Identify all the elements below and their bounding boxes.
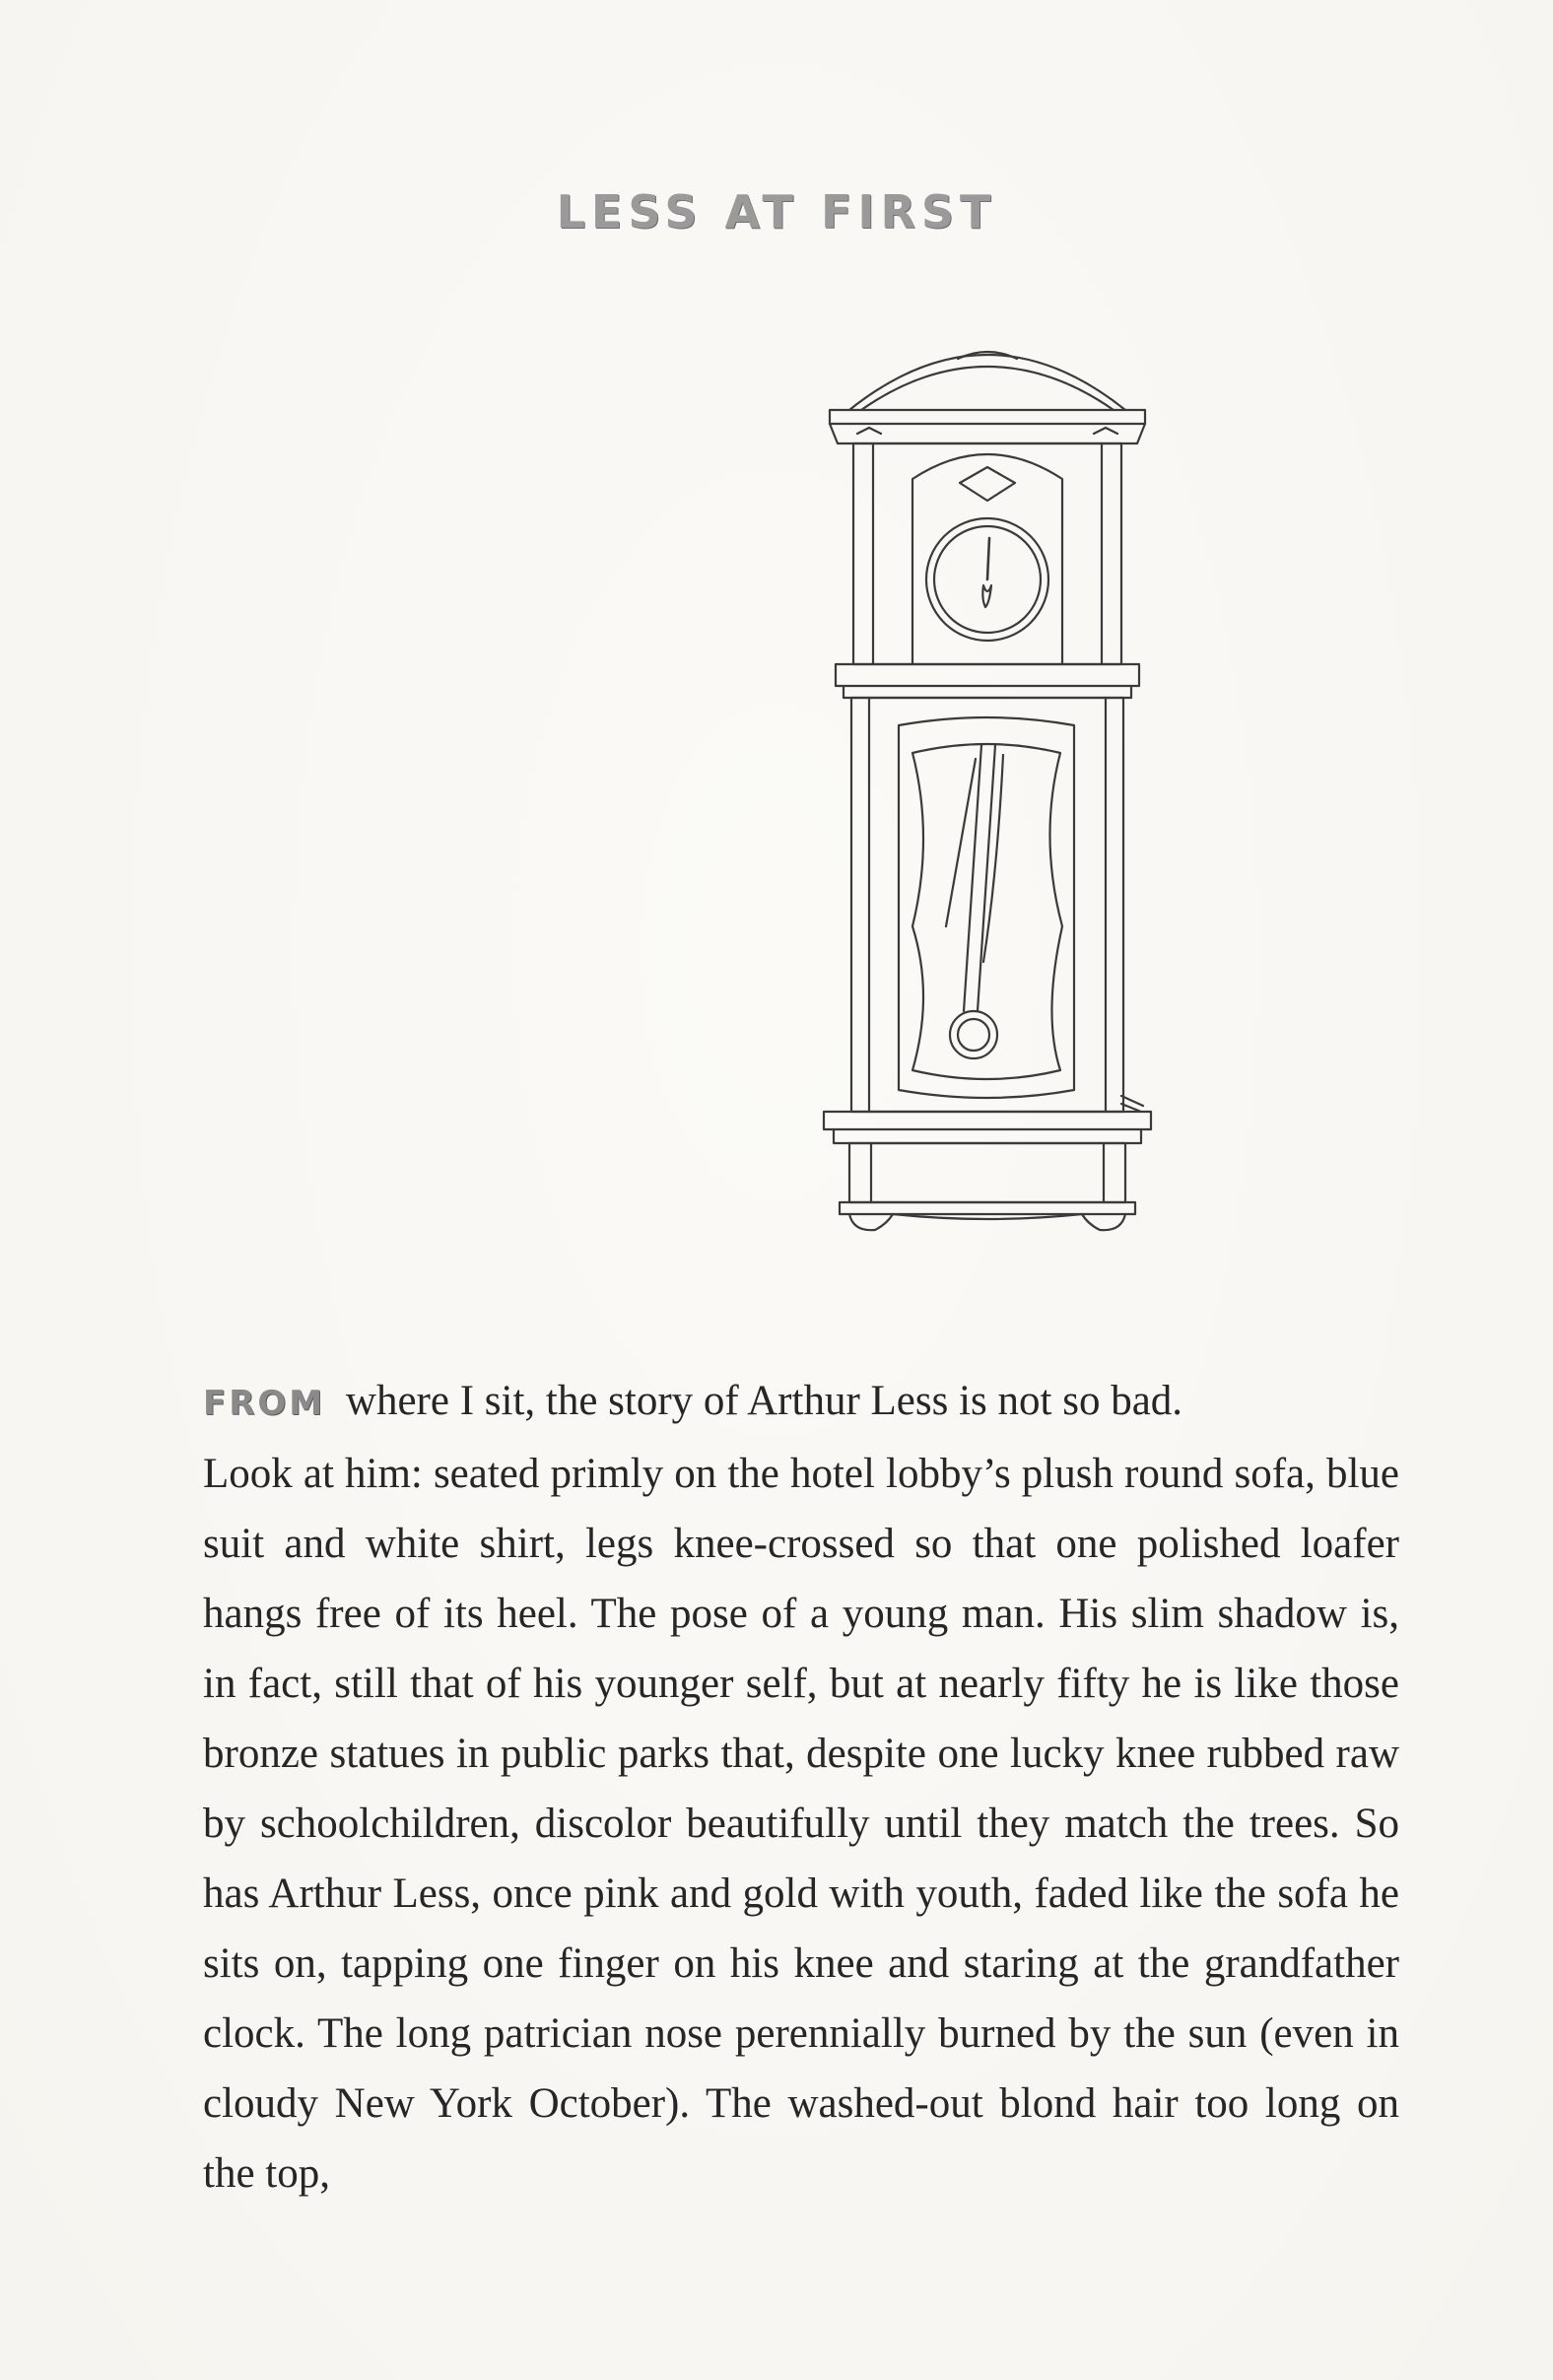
body-paragraph: Look at him: seated primly on the hotel lobby’s plush round sofa, blue suit and white shirt, legs knee-crossed so that one polished loafer hangs free of its heel. The pose of a young man. His slim shadow is, in fact, still that of his younger self, but at nearly fifty he is like those bronze statues in public parks that, despite one lucky knee rubbed raw by schoolchildren, discolor beautifully until they match the trees. So has Arthur Less, once pink and gold with youth, faded like the sofa he sits on, tapping one finger on his knee and staring at the grandfather clock. The long patrician nose perennially burned by the sun (even in cloudy New York October). The washed-out blond hair too long on the top, — [203, 1451, 1399, 2197]
grandfather-clock-icon — [810, 345, 1165, 1232]
chapter-title: LESS AT FIRST — [556, 185, 997, 238]
opening-word: FROM — [203, 1384, 326, 1423]
chapter-text — [203, 1366, 1399, 2209]
opening-line — [203, 1366, 1399, 1439]
opening-sentence: where I sit, the story of Arthur Less is not so bad. — [345, 1378, 1183, 1424]
